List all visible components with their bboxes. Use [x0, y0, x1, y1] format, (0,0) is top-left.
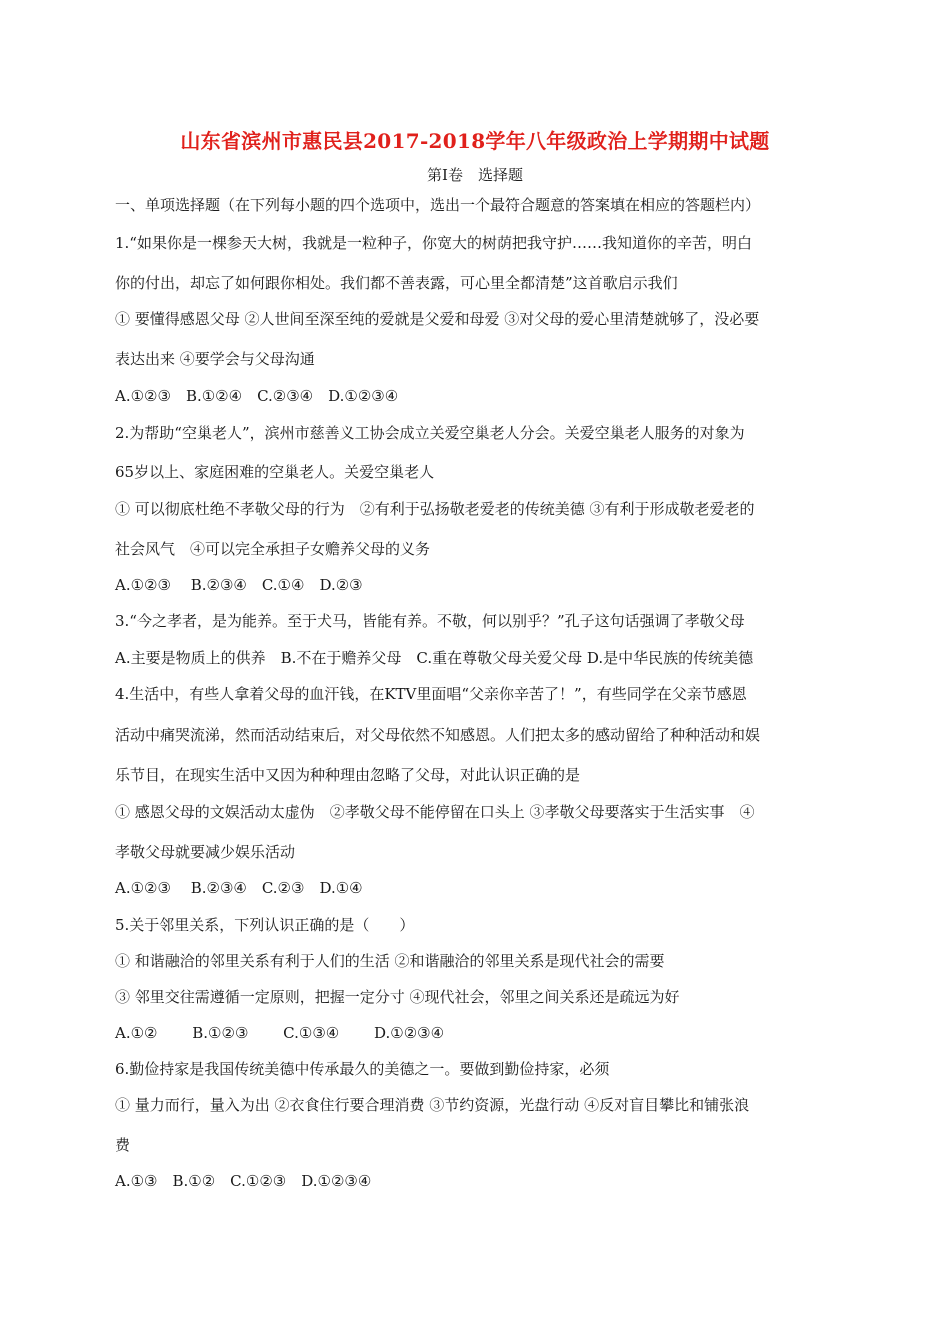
statement-line: 费 — [115, 1136, 131, 1154]
statement-line: ③ 邻里交往需遵循一定原则，把握一定分寸 ④现代社会，邻里之间关系还是疏远为好 — [115, 988, 680, 1006]
statement-line: ① 可以彻底杜绝不孝敬父母的行为 ②有利于弘扬敬老爱老的传统美德 ③有利于形成敬老爱老的 — [115, 500, 755, 518]
answer-options: A.①②③ B.②③④ C.②③ D.①④ — [115, 879, 363, 897]
answer-options: A.①②③ B.①②④ C.②③④ D.①②③④ — [115, 387, 399, 405]
question-text: 6.勤俭持家是我国传统美德中传承最久的美德之一。要做到勤俭持家，必须 — [115, 1060, 610, 1078]
question-text: 5.关于邻里关系，下列认识正确的是（ ） — [115, 916, 415, 934]
page-title: 山东省滨州市惠民县2017-2018学年八年级政治上学期期中试题 — [180, 129, 770, 153]
question-text: 3.“今之孝者，是为能养。至于犬马，皆能有养。不敬，何以别乎？”孔子这句话强调了孝敬父母 — [115, 612, 745, 630]
statement-line: ① 和谐融洽的邻里关系有利于人们的生活 ②和谐融洽的邻里关系是现代社会的需要 — [115, 952, 665, 970]
question-text: 65岁以上、家庭困难的空巢老人。关爱空巢老人 — [115, 463, 435, 481]
question-text: 乐节目，在现实生活中又因为种种理由忽略了父母，对此认识正确的是 — [115, 766, 581, 784]
section-heading: 第Ⅰ卷 选择题 — [427, 166, 523, 184]
question-text: 1.“如果你是一棵参天大树，我就是一粒种子，你宽大的树荫把我守护……我知道你的辛苦，明白 — [115, 234, 752, 252]
statement-line: 社会风气 ④可以完全承担子女赡养父母的义务 — [115, 540, 431, 558]
question-text: 活动中痛哭流涕，然而活动结束后，对父母依然不知感恩。人们把太多的感动留给了种种活动和娱 — [115, 726, 761, 744]
statement-line: ① 感恩父母的文娱活动太虚伪 ②孝敬父母不能停留在口头上 ③孝敬父母要落实于生活实事 ④ — [115, 803, 755, 821]
question-text: 2.为帮助“空巢老人”，滨州市慈善义工协会成立关爱空巢老人分会。关爱空巢老人服务的对象为 — [115, 424, 745, 442]
answer-options: A.①② B.①②③ C.①③④ D.①②③④ — [115, 1024, 445, 1042]
statement-line: 表达出来 ④要学会与父母沟通 — [115, 350, 315, 368]
answer-options: A.主要是物质上的供养 B.不在于赡养父母 C.重在尊敬父母关爱父母 D.是中华民族的传统美德 — [115, 649, 754, 667]
instructions: 一、单项选择题（在下列每小题的四个选项中，选出一个最符合题意的答案填在相应的答题栏内） — [115, 196, 761, 214]
statement-line: 孝敬父母就要减少娱乐活动 — [115, 843, 296, 861]
question-text: 你的付出，却忘了如何跟你相处。我们都不善表露，可心里全都清楚”这首歌启示我们 — [115, 274, 678, 292]
answer-options: A.①②③ B.②③④ C.①④ D.②③ — [115, 576, 363, 594]
statement-line: ① 要懂得感恩父母 ②人世间至深至纯的爱就是父爱和母爱 ③对父母的爱心里清楚就够了，没必要 — [115, 310, 760, 328]
answer-options: A.①③ B.①② C.①②③ D.①②③④ — [115, 1172, 372, 1190]
question-text: 4.生活中，有些人拿着父母的血汗钱，在KTV里面唱“父亲你辛苦了！”，有些同学在父亲节感恩 — [115, 685, 747, 703]
statement-line: ① 量力而行，量入为出 ②衣食住行要合理消费 ③节约资源，光盘行动 ④反对盲目攀比和铺张浪 — [115, 1096, 750, 1114]
